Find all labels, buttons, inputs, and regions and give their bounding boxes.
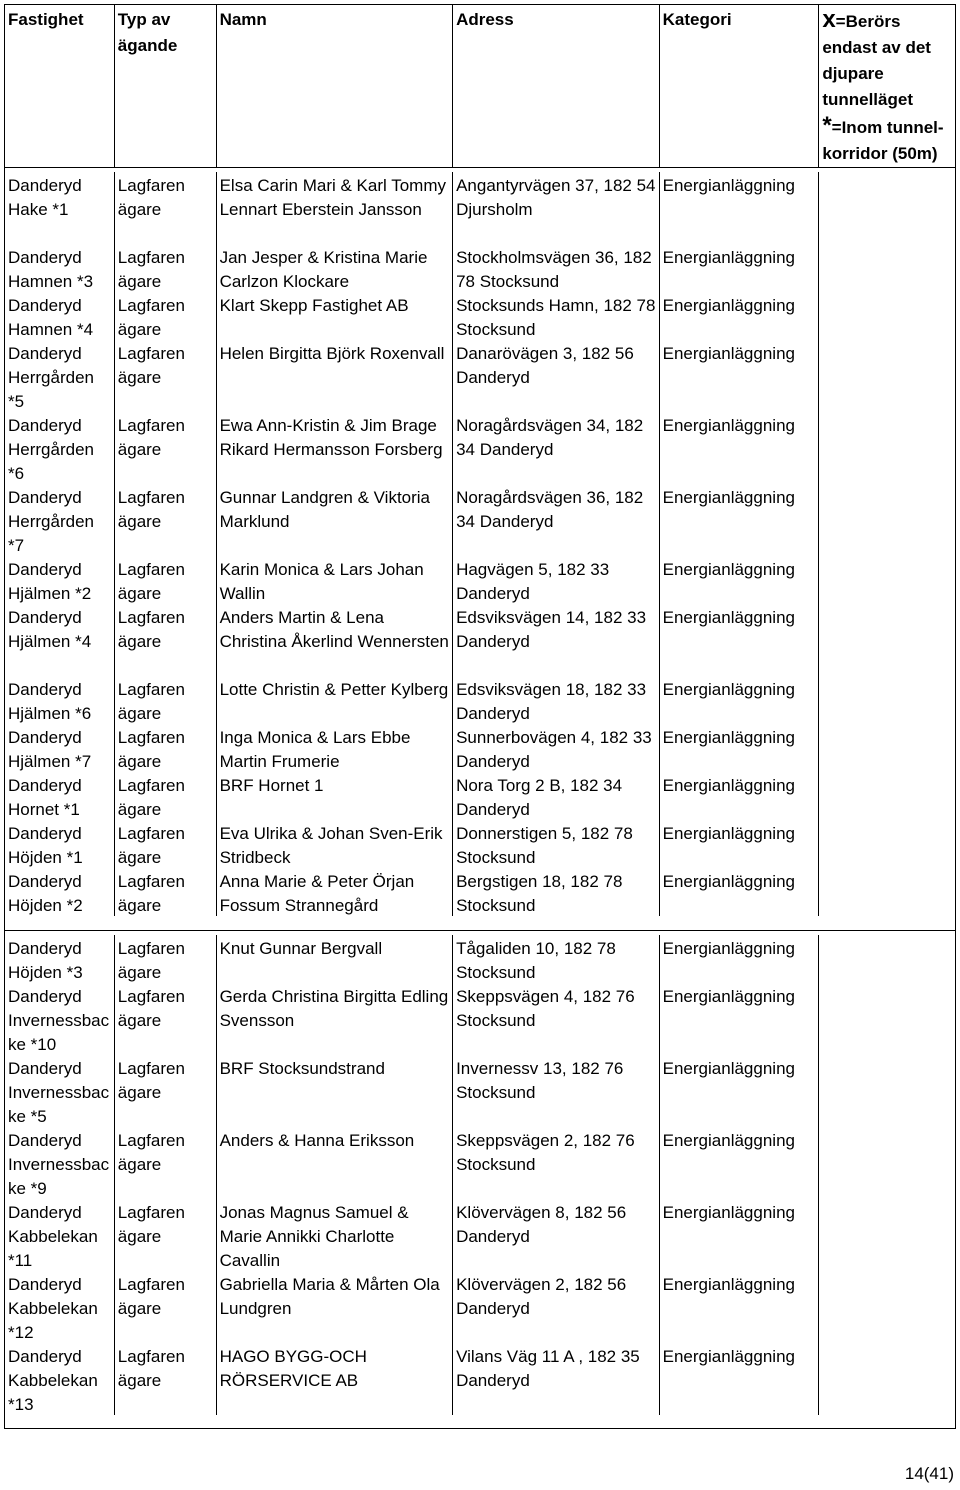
cell-fastighet: Danderyd Kabbelekan *11 bbox=[5, 1199, 115, 1271]
cell-flag bbox=[819, 1127, 955, 1199]
cell-typ: Lagfaren ägare bbox=[115, 340, 217, 412]
cell-namn: BRF Stocksundstrand bbox=[217, 1055, 454, 1127]
cell-namn: Jonas Magnus Samuel & Marie Annikki Charlotte Cavallin bbox=[217, 1199, 454, 1271]
table-row bbox=[5, 412, 955, 484]
cell-typ: Lagfaren ägare bbox=[115, 172, 217, 244]
cell-kategori: Energianläggning bbox=[660, 340, 820, 412]
table-row bbox=[5, 820, 955, 868]
cell-adress: Noragårdsvägen 36, 182 34 Danderyd bbox=[453, 484, 660, 556]
cell-fastighet: Danderyd Höjden *3 bbox=[5, 935, 115, 983]
table-row bbox=[5, 292, 955, 340]
cell-typ: Lagfaren ägare bbox=[115, 244, 217, 292]
cell-flag bbox=[819, 820, 955, 868]
header-legend bbox=[819, 5, 955, 167]
cell-typ: Lagfaren ägare bbox=[115, 724, 217, 772]
cell-namn: BRF Hornet 1 bbox=[217, 772, 454, 820]
cell-fastighet: Danderyd Hornet *1 bbox=[5, 772, 115, 820]
cell-kategori: Energianläggning bbox=[660, 724, 820, 772]
cell-kategori: Energianläggning bbox=[660, 412, 820, 484]
table-row bbox=[5, 604, 955, 676]
cell-fastighet: Danderyd Hjälmen *4 bbox=[5, 604, 115, 676]
cell-flag bbox=[819, 1271, 955, 1343]
header-adress: Adress bbox=[453, 5, 660, 167]
cell-flag bbox=[819, 1343, 955, 1415]
cell-namn: Inga Monica & Lars Ebbe Martin Frumerie bbox=[217, 724, 454, 772]
table-row bbox=[5, 172, 955, 244]
cell-namn: Knut Gunnar Bergvall bbox=[217, 935, 454, 983]
cell-fastighet: Danderyd Herrgården *6 bbox=[5, 412, 115, 484]
cell-flag bbox=[819, 484, 955, 556]
cell-namn: Gerda Christina Birgitta Edling Svensson bbox=[217, 983, 454, 1055]
cell-flag bbox=[819, 292, 955, 340]
cell-adress: Tågaliden 10, 182 78 Stocksund bbox=[453, 935, 660, 983]
cell-flag bbox=[819, 412, 955, 484]
cell-namn: Helen Birgitta Björk Roxenvall bbox=[217, 340, 454, 412]
cell-adress: Donnerstigen 5, 182 78 Stocksund bbox=[453, 820, 660, 868]
cell-fastighet: Danderyd Herrgården *7 bbox=[5, 484, 115, 556]
cell-adress: Sunnerbovägen 4, 182 33 Danderyd bbox=[453, 724, 660, 772]
cell-fastighet: Danderyd Hjälmen *6 bbox=[5, 676, 115, 724]
cell-namn: Elsa Carin Mari & Karl Tommy Lennart Eberstein Jansson bbox=[217, 172, 454, 244]
page-number: 14(41) bbox=[904, 1464, 954, 1483]
cell-namn: Ewa Ann-Kristin & Jim Brage Rikard Hermansson Forsberg bbox=[217, 412, 454, 484]
cell-flag bbox=[819, 1055, 955, 1127]
cell-namn: Jan Jesper & Kristina Marie Carlzon Klockare bbox=[217, 244, 454, 292]
cell-typ: Lagfaren ägare bbox=[115, 772, 217, 820]
cell-flag bbox=[819, 604, 955, 676]
cell-kategori: Energianläggning bbox=[660, 868, 820, 916]
cell-fastighet: Danderyd Hjälmen *7 bbox=[5, 724, 115, 772]
cell-adress: Skeppsvägen 2, 182 76 Stocksund bbox=[453, 1127, 660, 1199]
cell-kategori: Energianläggning bbox=[660, 484, 820, 556]
legend-x-text: =Berörs endast av det djupare tunnelläget bbox=[822, 12, 931, 109]
cell-fastighet: Danderyd Kabbelekan *12 bbox=[5, 1271, 115, 1343]
cell-flag bbox=[819, 340, 955, 412]
cell-typ: Lagfaren ägare bbox=[115, 412, 217, 484]
cell-typ: Lagfaren ägare bbox=[115, 676, 217, 724]
table-row bbox=[5, 556, 955, 604]
cell-typ: Lagfaren ägare bbox=[115, 604, 217, 676]
cell-namn: Eva Ulrika & Johan Sven-Erik Stridbeck bbox=[217, 820, 454, 868]
cell-typ: Lagfaren ägare bbox=[115, 1055, 217, 1127]
cell-typ: Lagfaren ägare bbox=[115, 556, 217, 604]
cell-flag bbox=[819, 172, 955, 244]
cell-typ: Lagfaren ägare bbox=[115, 935, 217, 983]
cell-kategori: Energianläggning bbox=[660, 1199, 820, 1271]
cell-namn: Karin Monica & Lars Johan Wallin bbox=[217, 556, 454, 604]
cell-namn: HAGO BYGG-OCH RÖRSERVICE AB bbox=[217, 1343, 454, 1415]
cell-flag bbox=[819, 935, 955, 983]
table-row bbox=[5, 244, 955, 292]
cell-adress: Vilans Väg 11 A , 182 35 Danderyd bbox=[453, 1343, 660, 1415]
cell-typ: Lagfaren ägare bbox=[115, 1343, 217, 1415]
cell-flag bbox=[819, 724, 955, 772]
cell-adress: Nora Torg 2 B, 182 34 Danderyd bbox=[453, 772, 660, 820]
cell-kategori: Energianläggning bbox=[660, 1271, 820, 1343]
cell-flag bbox=[819, 676, 955, 724]
cell-adress: Danarövägen 3, 182 56 Danderyd bbox=[453, 340, 660, 412]
table-row bbox=[5, 868, 955, 916]
cell-adress: Stockholmsvägen 36, 182 78 Stocksund bbox=[453, 244, 660, 292]
cell-flag bbox=[819, 983, 955, 1055]
cell-namn: Gabriella Maria & Mårten Ola Lundgren bbox=[217, 1271, 454, 1343]
property-table bbox=[4, 4, 956, 1429]
table-row bbox=[5, 340, 955, 412]
cell-adress: Bergstigen 18, 182 78 Stocksund bbox=[453, 868, 660, 916]
cell-flag bbox=[819, 772, 955, 820]
cell-kategori: Energianläggning bbox=[660, 172, 820, 244]
cell-fastighet: Danderyd Invernessbac ke *5 bbox=[5, 1055, 115, 1127]
table-row bbox=[5, 484, 955, 556]
cell-fastighet: Danderyd Invernessbac ke *9 bbox=[5, 1127, 115, 1199]
cell-flag bbox=[819, 1199, 955, 1271]
cell-namn: Anders & Hanna Eriksson bbox=[217, 1127, 454, 1199]
cell-kategori: Energianläggning bbox=[660, 1343, 820, 1415]
cell-fastighet: Danderyd Invernessbac ke *10 bbox=[5, 983, 115, 1055]
cell-namn: Gunnar Landgren & Viktoria Marklund bbox=[217, 484, 454, 556]
cell-fastighet: Danderyd Höjden *1 bbox=[5, 820, 115, 868]
table-row bbox=[5, 983, 955, 1055]
cell-flag bbox=[819, 868, 955, 916]
cell-typ: Lagfaren ägare bbox=[115, 868, 217, 916]
table-block bbox=[4, 931, 956, 1429]
cell-typ: Lagfaren ägare bbox=[115, 292, 217, 340]
table-row bbox=[5, 1055, 955, 1127]
cell-adress: Noragårdsvägen 34, 182 34 Danderyd bbox=[453, 412, 660, 484]
table-block bbox=[4, 168, 956, 931]
cell-namn: Anders Martin & Lena Christina Åkerlind Wennersten bbox=[217, 604, 454, 676]
table-row bbox=[5, 724, 955, 772]
table-row bbox=[5, 676, 955, 724]
cell-fastighet: Danderyd Hjälmen *2 bbox=[5, 556, 115, 604]
cell-kategori: Energianläggning bbox=[660, 772, 820, 820]
cell-kategori: Energianläggning bbox=[660, 676, 820, 724]
cell-typ: Lagfaren ägare bbox=[115, 1127, 217, 1199]
cell-flag bbox=[819, 556, 955, 604]
table-row bbox=[5, 1199, 955, 1271]
cell-kategori: Energianläggning bbox=[660, 820, 820, 868]
cell-adress: Klövervägen 8, 182 56 Danderyd bbox=[453, 1199, 660, 1271]
table-row bbox=[5, 1127, 955, 1199]
cell-kategori: Energianläggning bbox=[660, 292, 820, 340]
cell-namn: Lotte Christin & Petter Kylberg bbox=[217, 676, 454, 724]
cell-fastighet: Danderyd Höjden *2 bbox=[5, 868, 115, 916]
cell-flag bbox=[819, 244, 955, 292]
table-row bbox=[5, 935, 955, 983]
cell-typ: Lagfaren ägare bbox=[115, 1271, 217, 1343]
cell-adress: Invernessv 13, 182 76 Stocksund bbox=[453, 1055, 660, 1127]
cell-adress: Edsviksvägen 14, 182 33 Danderyd bbox=[453, 604, 660, 676]
table-row bbox=[5, 1343, 955, 1415]
cell-fastighet: Danderyd Hamnen *4 bbox=[5, 292, 115, 340]
table-header bbox=[4, 4, 956, 168]
header-typ-av-agande: Typ av ägande bbox=[115, 5, 217, 167]
header-fastighet: Fastighet bbox=[5, 5, 115, 167]
legend-star-mark: * bbox=[822, 112, 832, 139]
cell-adress: Hagvägen 5, 182 33 Danderyd bbox=[453, 556, 660, 604]
table-row bbox=[5, 772, 955, 820]
header-namn: Namn bbox=[217, 5, 454, 167]
header-kategori: Kategori bbox=[660, 5, 820, 167]
cell-kategori: Energianläggning bbox=[660, 1055, 820, 1127]
cell-fastighet: Danderyd Herrgården *5 bbox=[5, 340, 115, 412]
cell-adress: Stocksunds Hamn, 182 78 Stocksund bbox=[453, 292, 660, 340]
cell-typ: Lagfaren ägare bbox=[115, 983, 217, 1055]
cell-typ: Lagfaren ägare bbox=[115, 820, 217, 868]
cell-typ: Lagfaren ägare bbox=[115, 1199, 217, 1271]
cell-namn: Klart Skepp Fastighet AB bbox=[217, 292, 454, 340]
cell-kategori: Energianläggning bbox=[660, 604, 820, 676]
table-row bbox=[5, 1271, 955, 1343]
cell-adress: Angantyrvägen 37, 182 54 Djursholm bbox=[453, 172, 660, 244]
cell-namn: Anna Marie & Peter Örjan Fossum Strannegård bbox=[217, 868, 454, 916]
cell-kategori: Energianläggning bbox=[660, 244, 820, 292]
cell-fastighet: Danderyd Kabbelekan *13 bbox=[5, 1343, 115, 1415]
cell-fastighet: Danderyd Hamnen *3 bbox=[5, 244, 115, 292]
cell-adress: Klövervägen 2, 182 56 Danderyd bbox=[453, 1271, 660, 1343]
cell-typ: Lagfaren ägare bbox=[115, 484, 217, 556]
cell-kategori: Energianläggning bbox=[660, 935, 820, 983]
cell-kategori: Energianläggning bbox=[660, 983, 820, 1055]
legend-star-text: =Inom tunnel-korridor (50m) bbox=[822, 118, 944, 163]
cell-adress: Edsviksvägen 18, 182 33 Danderyd bbox=[453, 676, 660, 724]
cell-kategori: Energianläggning bbox=[660, 1127, 820, 1199]
cell-adress: Skeppsvägen 4, 182 76 Stocksund bbox=[453, 983, 660, 1055]
cell-fastighet: Danderyd Hake *1 bbox=[5, 172, 115, 244]
legend-x-mark: x bbox=[822, 6, 836, 33]
cell-kategori: Energianläggning bbox=[660, 556, 820, 604]
